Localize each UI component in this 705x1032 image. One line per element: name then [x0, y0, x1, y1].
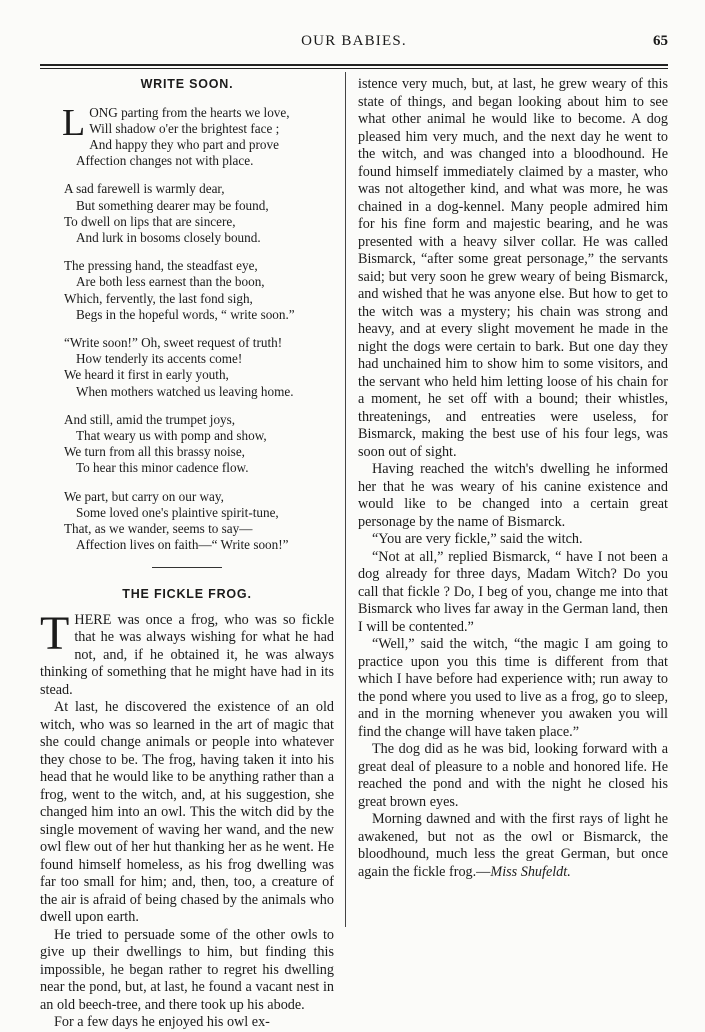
author-signature: Miss Shufeldt.	[490, 863, 571, 880]
poem-line: We part, but carry on our way,	[64, 488, 224, 504]
poem-line: When mothers watched us leaving home.	[76, 383, 294, 399]
poem-line: We turn from all this brassy noise,	[64, 444, 245, 460]
poem-stanza-3	[64, 258, 334, 323]
poem-line: ONG parting from the hearts we love,	[89, 104, 290, 120]
story-paragraph: “Well,” said the witch, “the magic I am going to practice upon you this time is different from that which I have before had experience with; run away to the pond where you used to live as a frog, go to sleep, and in the morning whenever you awaken you will find the change will have taken place.”	[358, 636, 668, 740]
right-column	[358, 76, 668, 881]
poem-stanza-4	[64, 335, 334, 400]
header-rule-thick	[40, 64, 668, 66]
story-paragraph: istence very much, but, at last, he grew weary of this state of things, and began looking about him to see what other animal he would like to become. A dog pleased him very much, and the next day he went to the witch, and was changed into a bloodhound. He found himself immediately claimed by a master, who was not altogether kind, and what was more, he was chained in a dog-kennel. Many people admired him for his fine form and majestic bearing, and he was presented with a heavy silver collar. He was called Bismarck, “after some great personage,” the servants said; but very soon he grew weary of being Bismarck, and wished that he was anyone else. But how to get to the witch was a mystery; his chain was strong and heavy, and at every slight movement he made in the night the dogs were certain to bark. But one day they had unchained him to show him to some visitors, and the servant who held him letting loose of his chain for a moment, he set off with a bound; their whistles, threatenings, and entreaties were useless, for Bismarck, making the best use of his four legs, was soon out of sight.	[358, 76, 668, 460]
poem-line: Will shadow o'er the brightest face ;	[89, 120, 280, 136]
poem-line: But something dearer may be found,	[76, 197, 269, 213]
poem-line: And happy they who part and prove	[89, 136, 279, 152]
left-column	[40, 76, 334, 1032]
poem-line: And lurk in bosoms closely bound.	[76, 229, 261, 245]
poem-line: Begs in the hopeful words, “ write soon.”	[76, 306, 295, 322]
column-divider	[345, 72, 346, 927]
poem-line: Affection changes not with place.	[76, 153, 254, 169]
poem-line: The pressing hand, the steadfast eye,	[64, 258, 258, 274]
poem-stanza-6	[64, 489, 334, 554]
page-number: 65	[653, 33, 668, 49]
story-paragraph: “Not at all,” replied Bismarck, “ have I not been a dog already for three days, Madam Witch? Do you call that fickle ? Do, I beg of you, change me into that Bismarck who lives far away in the German land, then I will be contented.”	[358, 548, 668, 635]
page-header	[40, 33, 668, 55]
story-paragraph: The dog did as he was bid, looking forward with a great deal of pleasure to a noble and honored life. He reached the pond and with the night he closed his great brown eyes.	[358, 741, 668, 810]
story-paragraph: Having reached the witch's dwelling he informed her that he was weary of his canine existence and would like to be changed into a certain great personage by the name of Bismarck.	[358, 461, 668, 530]
section-divider	[152, 567, 222, 568]
story-title: THE FICKLE FROG.	[122, 587, 252, 602]
poem-dropcap: L	[62, 101, 86, 144]
poem-line: And still, amid the trumpet joys,	[64, 411, 236, 427]
poem-line: Some loved one's plaintive spirit-tune,	[76, 504, 279, 520]
story-paragraph: He tried to persuade some of the other owls to give up their dwellings to him, but finding this impossible, he began rather to regret his dwelling near the pond, but, at last, he found a vacant nest in an old beech-tree, and there took up his abode.	[40, 926, 334, 1013]
poem-line: Which, fervently, the last fond sigh,	[64, 290, 253, 306]
poem-line: To dwell on lips that are sincere,	[64, 213, 236, 229]
story-paragraph-text: HERE was once a frog, who was so fickle that he was always wishing for what he had not, and, if he obtained it, he was always thinking of something that he might have had in its stead.	[40, 611, 334, 698]
story-paragraph: At last, he discovered the existence of an old witch, who was so learned in the art of magic that she could change animals or people into whatever they chose to be. The frog, having taken it into his head that he would like to be anything rather than a frog, went to the witch, and, at his suggestion, she changed him into an owl. This the witch did by the single movement of waving her wand, and the new owl flew out of her hut thanking her as he went. He found himself homeless, as his frog dwelling was far too small for him; and, then, too, a creature of the air is afraid of being chased by the animals who dwell upon earth.	[40, 699, 334, 926]
poem-line: That, as we wander, seems to say—	[64, 520, 253, 536]
poem-stanza-2	[64, 181, 334, 246]
poem-line: Are both less earnest than the boon,	[76, 274, 265, 290]
header-rule-thin	[40, 68, 668, 69]
poem-line: “Write soon!” Oh, sweet request of truth!	[64, 334, 283, 350]
story-paragraph: “You are very fickle,” said the witch.	[372, 531, 583, 547]
poem-line: How tenderly its accents come!	[76, 351, 243, 367]
poem-stanza-5	[64, 412, 334, 477]
poem-line: That weary us with pomp and show,	[76, 427, 267, 443]
story-paragraph	[40, 606, 334, 700]
poem-line: To hear this minor cadence flow.	[76, 460, 249, 476]
running-title: OUR BABIES.	[301, 33, 407, 49]
poem-stanza-1	[62, 101, 334, 170]
story-dropcap: T	[40, 606, 70, 660]
poem-line: A sad farewell is warmly dear,	[64, 181, 225, 197]
poem-line: We heard it first in early youth,	[64, 367, 229, 383]
poem-title: WRITE SOON.	[140, 77, 234, 91]
poem-line: Affection lives on faith—“ Write soon!”	[76, 537, 289, 553]
story-paragraph: For a few days he enjoyed his owl ex-	[54, 1014, 270, 1031]
story-paragraph-final	[358, 811, 668, 881]
story-paragraph-text: Morning dawned and with the first rays of light he awakened, but not as the owl or Bismarck, the bloodhound, much less the great German, but once again the fickle frog.—	[358, 811, 668, 880]
